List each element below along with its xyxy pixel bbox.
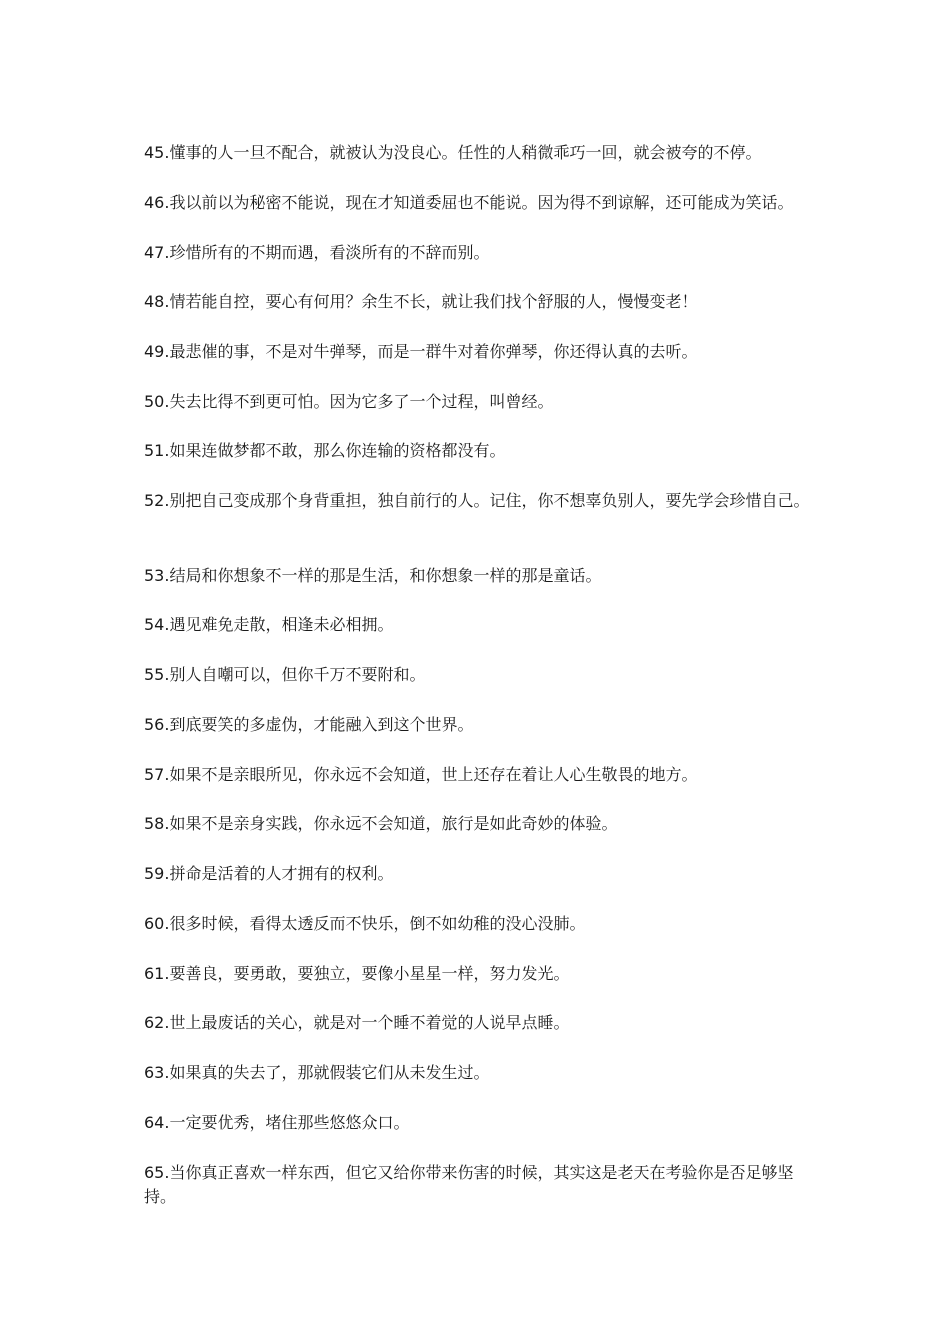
paragraph-54: 54.遇见难免走散，相逢未必相拥。 [144,615,394,634]
paragraph-59: 59.拼命是活着的人才拥有的权利。 [144,864,394,883]
paragraph-61: 61.要善良，要勇敢，要独立，要像小星星一样，努力发光。 [144,964,570,983]
paragraph-56: 56.到底要笑的多虚伪，才能融入到这个世界。 [144,715,474,734]
paragraph-55: 55.别人自嘲可以，但你千万不要附和。 [144,665,426,684]
paragraph-52: 52.别把自己变成那个身背重担，独自前行的人。记住，你不想辜负别人，要先学会珍惜自己。 [144,491,810,510]
paragraph-45: 45.懂事的人一旦不配合，就被认为没良心。任性的人稍微乖巧一回，就会被夸的不停。 [144,143,762,162]
paragraph-63: 63.如果真的失去了，那就假装它们从未发生过。 [144,1063,490,1082]
paragraph-49: 49.最悲催的事，不是对牛弹琴，而是一群牛对着你弹琴，你还得认真的去听。 [144,342,698,361]
paragraph-62: 62.世上最废话的关心，就是对一个睡不着觉的人说早点睡。 [144,1013,570,1032]
paragraph-50: 50.失去比得不到更可怕。因为它多了一个过程，叫曾经。 [144,392,554,411]
paragraph-58: 58.如果不是亲身实践，你永远不会知道，旅行是如此奇妙的体验。 [144,814,618,833]
paragraph-47: 47.珍惜所有的不期而遇，看淡所有的不辞而别。 [144,243,490,262]
paragraph-46: 46.我以前以为秘密不能说，现在才知道委屈也不能说。因为得不到谅解，还可能成为笑话。 [144,193,794,212]
paragraph-65: 65.当你真正喜欢一样东西，但它又给你带来伤害的时候，其实这是老天在考验你是否足够坚持。 [144,1163,794,1206]
paragraph-48: 48.情若能自控，要心有何用？余生不长，就让我们找个舒服的人，慢慢变老！ [144,292,698,311]
paragraph-64: 64.一定要优秀，堵住那些悠悠众口。 [144,1113,410,1132]
paragraph-60: 60.很多时候，看得太透反而不快乐，倒不如幼稚的没心没肺。 [144,914,586,933]
paragraph-57: 57.如果不是亲眼所见，你永远不会知道，世上还存在着让人心生敬畏的地方。 [144,765,698,784]
paragraph-53: 53.结局和你想象不一样的那是生活，和你想象一样的那是童话。 [144,566,602,585]
paragraph-51: 51.如果连做梦都不敢，那么你连输的资格都没有。 [144,441,506,460]
